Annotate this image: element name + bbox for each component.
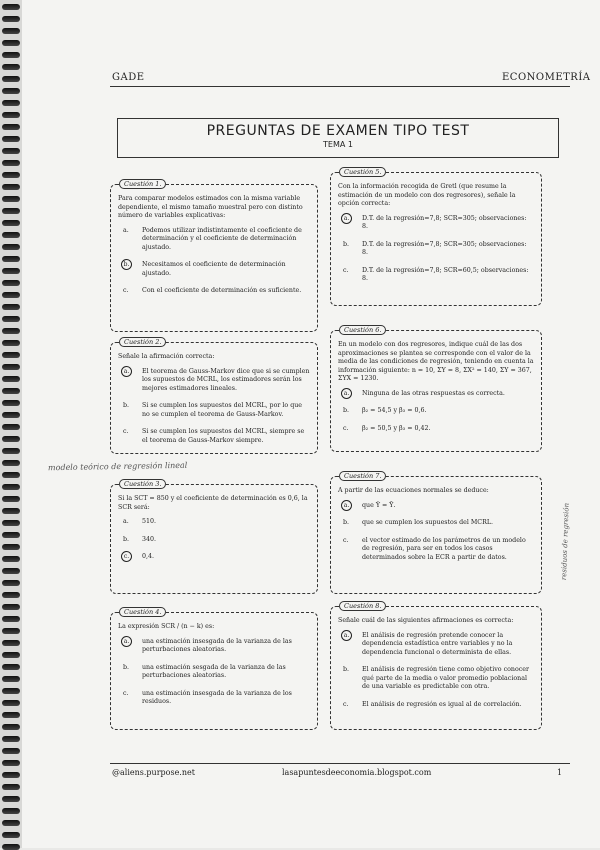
- option-text: 340.: [142, 535, 157, 543]
- spiral-coil: [2, 28, 20, 34]
- spiral-coil: [2, 388, 20, 394]
- spiral-coil: [2, 256, 20, 262]
- answer-option[interactable]: [118, 287, 310, 296]
- spiral-coil: [2, 88, 20, 94]
- answer-option[interactable]: [338, 241, 534, 258]
- question-tag: Cuestión 3.: [119, 479, 166, 489]
- option-letter: c.: [343, 424, 349, 432]
- option-letter: a.: [123, 226, 129, 234]
- spiral-coil: [2, 400, 20, 406]
- spiral-coil: [2, 304, 20, 310]
- option-text: 510.: [142, 518, 157, 525]
- answer-option[interactable]: [118, 227, 310, 253]
- spiral-coil: [2, 640, 20, 646]
- spiral-coil: [2, 748, 20, 754]
- spiral-coil: [2, 712, 20, 718]
- spiral-coil: [2, 40, 20, 46]
- option-text: β₂ = 50,5 y β₃ = 0,42.: [362, 424, 431, 432]
- spiral-binding: [0, 0, 22, 848]
- spiral-coil: [2, 160, 20, 166]
- answer-option[interactable]: [118, 690, 310, 707]
- option-letter: b.: [121, 259, 132, 270]
- spiral-coil: [2, 772, 20, 778]
- spiral-coil: [2, 736, 20, 742]
- question-tag: Cuestión 5.: [339, 167, 386, 177]
- page-subtitle: TEMA 1: [323, 140, 353, 149]
- option-text: que Ŷ = Ȳ.: [362, 501, 396, 509]
- spiral-coil: [2, 196, 20, 202]
- question-1: [110, 180, 318, 332]
- spiral-coil: [2, 424, 20, 430]
- option-letter: c.: [343, 536, 349, 544]
- option-letter: b.: [343, 407, 350, 414]
- answer-option[interactable]: [118, 261, 310, 278]
- option-text: Con el coeficiente de determinación es suficiente.: [142, 287, 302, 294]
- answer-option[interactable]: [118, 368, 310, 394]
- spiral-coil: [2, 628, 20, 634]
- handwritten-margin-note: residuos de regresión: [560, 502, 571, 581]
- option-letter: b.: [123, 535, 130, 543]
- title-box: [117, 118, 559, 158]
- question-statement: Señale la afirmación correcta:: [118, 353, 215, 360]
- answer-option[interactable]: [338, 519, 534, 528]
- option-text: Si se cumplen los supuestos del MCRL, siempre se el teorema de Gauss-Markov siempre.: [142, 428, 305, 444]
- option-text: que se cumplen los supuestos del MCRL.: [362, 519, 494, 526]
- answer-option[interactable]: [118, 553, 310, 562]
- spiral-coil: [2, 532, 20, 538]
- answer-option[interactable]: [118, 518, 310, 527]
- spiral-coil: [2, 352, 20, 358]
- option-letter: c.: [343, 266, 349, 274]
- spiral-coil: [2, 472, 20, 478]
- option-text: el vector estimado de los parámetros de un modelo de regresión, para ser en todos los casos determinados sobre la ECR a partir de datos.: [362, 536, 526, 561]
- spiral-coil: [2, 700, 20, 706]
- spiral-coil: [2, 172, 20, 178]
- question-statement: Con la información recogida de Gretl (que resume la estimación de un modelo con dos regresores), señale la opción correcta:: [338, 183, 516, 207]
- spiral-coil: [2, 436, 20, 442]
- option-letter: a.: [341, 388, 352, 399]
- option-letter: c.: [123, 287, 129, 294]
- option-letter: a.: [123, 518, 129, 525]
- spiral-coil: [2, 724, 20, 730]
- spiral-coil: [2, 808, 20, 814]
- answer-option[interactable]: [338, 390, 534, 399]
- spiral-coil: [2, 100, 20, 106]
- question-statement: A partir de las ecuaciones normales se deduce:: [338, 487, 489, 494]
- option-text: una estimación insesgada de la varianza de los residuos.: [142, 689, 292, 705]
- spiral-coil: [2, 16, 20, 22]
- spiral-coil: [2, 616, 20, 622]
- spiral-coil: [2, 592, 20, 598]
- option-letter: c.: [121, 551, 132, 562]
- spiral-coil: [2, 340, 20, 346]
- option-text: β₂ = 54,5 y β₃ = 0,6.: [362, 407, 427, 414]
- spiral-coil: [2, 496, 20, 502]
- header-course: GADE: [112, 72, 145, 83]
- spiral-coil: [2, 4, 20, 10]
- spiral-coil: [2, 124, 20, 130]
- spiral-coil: [2, 448, 20, 454]
- option-text: D.T. de la regresión=7,8; SCR=305; observaciones: 8.: [362, 214, 527, 230]
- spiral-coil: [2, 232, 20, 238]
- option-letter: a.: [341, 630, 352, 641]
- option-text: El análisis de regresión es igual al de correlación.: [362, 700, 522, 708]
- option-letter: a.: [341, 213, 352, 224]
- spiral-coil: [2, 820, 20, 826]
- question-statement: Señale cuál de las siguientes afirmaciones es correcta:: [338, 617, 514, 624]
- option-letter: c.: [123, 428, 129, 435]
- spiral-coil: [2, 76, 20, 82]
- spiral-coil: [2, 484, 20, 490]
- spiral-coil: [2, 220, 20, 226]
- answer-option[interactable]: [338, 632, 534, 658]
- footer-left: @aliens.purpose.net: [112, 768, 195, 777]
- answer-option[interactable]: [118, 536, 310, 545]
- answer-option[interactable]: [338, 215, 534, 232]
- option-letter: c.: [123, 689, 129, 697]
- option-text: Ninguna de las otras respuestas es correcta.: [362, 389, 505, 397]
- spiral-coil: [2, 148, 20, 154]
- option-letter: b.: [343, 519, 350, 526]
- spiral-coil: [2, 544, 20, 550]
- question-7: [330, 472, 542, 594]
- spiral-coil: [2, 280, 20, 286]
- question-tag: Cuestión 7.: [339, 471, 386, 481]
- option-letter: a.: [121, 366, 132, 377]
- spiral-coil: [2, 520, 20, 526]
- option-text: Necesitamos el coeficiente de determinación ajustado.: [142, 261, 286, 277]
- question-2: [110, 338, 318, 454]
- question-statement: Si la SCT = 850 y el coeficiente de determinación es 0,6, la SCR será:: [118, 495, 308, 511]
- spiral-coil: [2, 136, 20, 142]
- spiral-coil: [2, 688, 20, 694]
- spiral-coil: [2, 268, 20, 274]
- spiral-coil: [2, 364, 20, 370]
- question-statement: En un modelo con dos regresores, indique cuál de las dos aproximaciones se plantea se corresponde con el valor de la media de las condiciones de regresión, teniendo en cuenta la información siguiente: n = 10, ΣY = 8, ΣX² = 140, ΣY = 367, ΣYX = 1230.: [338, 341, 534, 382]
- question-3: [110, 480, 318, 594]
- answer-option[interactable]: [118, 428, 310, 445]
- spiral-coil: [2, 208, 20, 214]
- option-text: D.T. de la regresión=7,8; SCR=305; observaciones: 8.: [362, 240, 527, 256]
- option-text: una estimación insesgada de la varianza de las perturbaciones aleatorias.: [142, 637, 292, 653]
- question-tag: Cuestión 8.: [339, 601, 386, 611]
- spiral-coil: [2, 844, 20, 850]
- spiral-coil: [2, 784, 20, 790]
- spiral-coil: [2, 604, 20, 610]
- spiral-coil: [2, 508, 20, 514]
- spiral-coil: [2, 664, 20, 670]
- answer-option[interactable]: [118, 638, 310, 655]
- answer-option[interactable]: [338, 267, 534, 284]
- option-text: D.T. de la regresión=7,8; SCR=60,5; observaciones: 8.: [362, 266, 529, 282]
- page-number: 1: [557, 768, 563, 777]
- spiral-coil: [2, 316, 20, 322]
- option-letter: b.: [343, 240, 350, 248]
- option-letter: b.: [123, 402, 130, 409]
- answer-option[interactable]: [338, 407, 534, 416]
- spiral-coil: [2, 52, 20, 58]
- footer-url: lasapuntesdeeconomia.blogspot.com: [282, 768, 432, 777]
- spiral-coil: [2, 556, 20, 562]
- option-text: una estimación sesgada de la varianza de las perturbaciones aleatorias.: [142, 663, 286, 679]
- option-text: Podemos utilizar indistintamente el coeficiente de determinación y el coeficiente de determinación ajustado.: [142, 226, 302, 251]
- answer-option[interactable]: [338, 502, 534, 511]
- spiral-coil: [2, 796, 20, 802]
- header-subject: ECONOMETRÍA: [502, 72, 591, 83]
- spiral-coil: [2, 112, 20, 118]
- question-tag: Cuestión 1.: [119, 179, 166, 189]
- question-tag: Cuestión 2.: [119, 337, 166, 347]
- spiral-coil: [2, 568, 20, 574]
- spiral-coil: [2, 328, 20, 334]
- spiral-coil: [2, 652, 20, 658]
- question-5: [330, 168, 542, 306]
- answer-option[interactable]: [118, 402, 310, 419]
- option-text: El teorema de Gauss-Markov dice que si se cumplen los supuestos de MCRL, los estimadores serán los mejores estimadores lineales.: [142, 367, 310, 392]
- spiral-coil: [2, 460, 20, 466]
- spiral-coil: [2, 64, 20, 70]
- footer-rule: [110, 763, 570, 764]
- spiral-coil: [2, 184, 20, 190]
- option-letter: b.: [343, 666, 350, 673]
- spiral-coil: [2, 244, 20, 250]
- question-4: [110, 608, 318, 730]
- page-title: PREGUNTAS DE EXAMEN TIPO TEST: [206, 123, 470, 139]
- spiral-coil: [2, 760, 20, 766]
- question-8: [330, 602, 542, 730]
- spiral-coil: [2, 412, 20, 418]
- answer-option[interactable]: [338, 701, 534, 710]
- option-letter: c.: [343, 700, 349, 708]
- question-statement: Para comparar modelos estimados con la misma variable dependiente, el mismo tamaño muestral pero con distinto número de variables explicativas:: [118, 195, 303, 219]
- option-letter: a.: [341, 500, 352, 511]
- answer-option[interactable]: [338, 425, 534, 434]
- option-text: El análisis de regresión tiene como objetivo conocer qué parte de la media o valor promedio poblacional de una variable es predictable con otra.: [362, 666, 529, 690]
- question-tag: Cuestión 4.: [119, 607, 166, 617]
- header-rule: [110, 86, 570, 87]
- spiral-coil: [2, 376, 20, 382]
- spiral-coil: [2, 676, 20, 682]
- question-statement: La expresión SCR / (n − k) es:: [118, 623, 215, 630]
- answer-option[interactable]: [338, 537, 534, 563]
- spiral-coil: [2, 580, 20, 586]
- option-letter: b.: [123, 663, 130, 671]
- handwritten-note: modelo teórico de regresión lineal: [47, 460, 188, 473]
- answer-option[interactable]: [118, 664, 310, 681]
- question-tag: Cuestión 6.: [339, 325, 386, 335]
- option-text: El análisis de regresión pretende conocer la dependencia estadística entre variables y no la dependencia funcional o determinista de ellas.: [362, 631, 513, 656]
- option-letter: a.: [121, 636, 132, 647]
- question-6: [330, 326, 542, 452]
- answer-option[interactable]: [338, 666, 534, 692]
- option-text: Si se cumplen los supuestos del MCRL, por lo que no se cumplen el teorema de Gauss-Markov.: [142, 402, 303, 418]
- option-text: 0,4.: [142, 553, 155, 560]
- spiral-coil: [2, 832, 20, 838]
- spiral-coil: [2, 292, 20, 298]
